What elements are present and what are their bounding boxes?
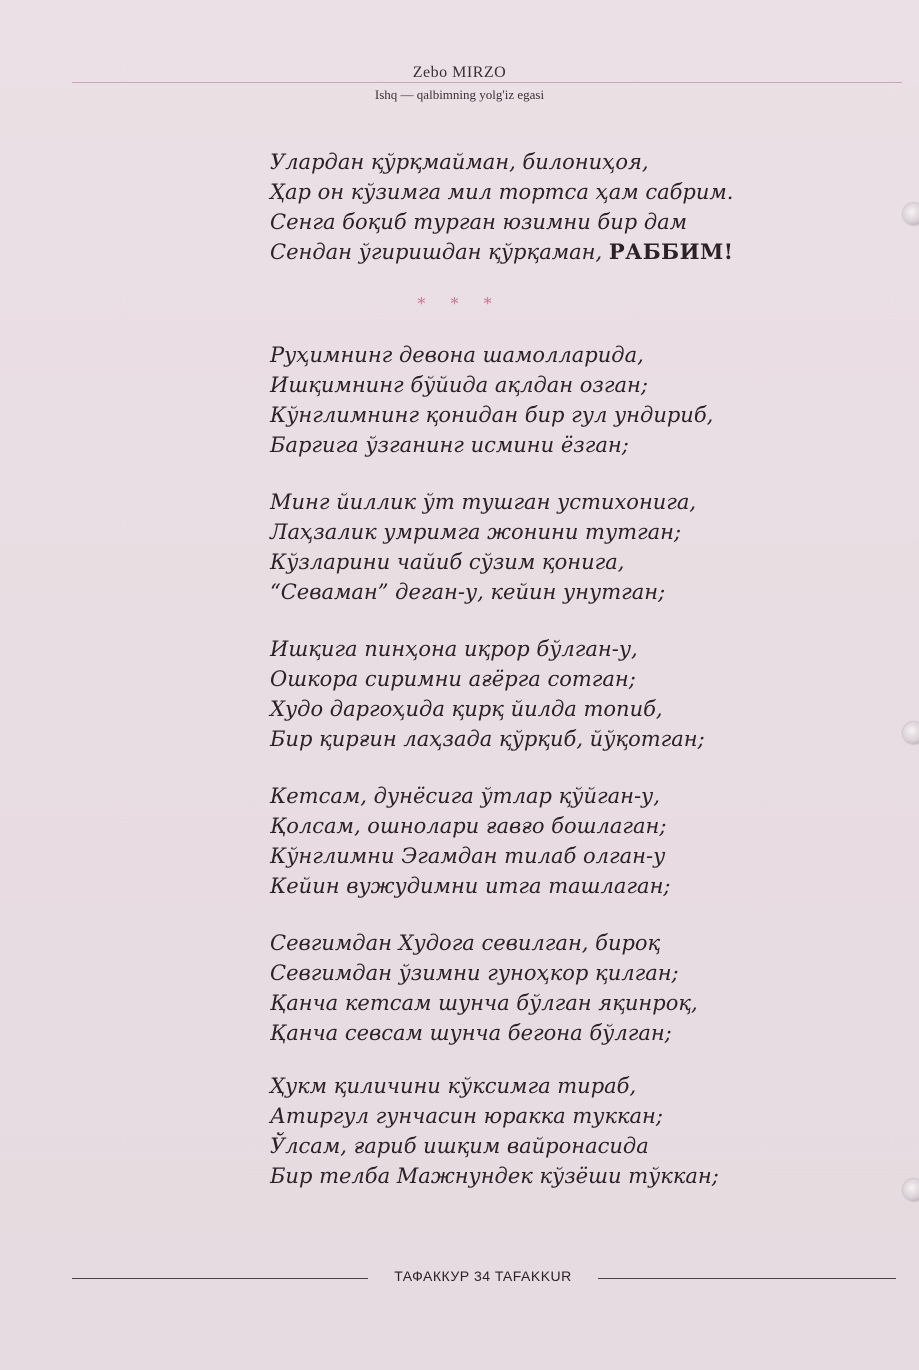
stanza-1 (270, 147, 830, 267)
footer-rule-right (598, 1278, 896, 1279)
poem-line: Кетсам, дунёсига ўтлар қўйган-у, (270, 784, 660, 808)
poem-line: Ҳар он кўзимга мил тортса ҳам сабрим. (270, 180, 734, 204)
binder-hole (903, 203, 919, 225)
poem-line: Худо даргоҳида қирқ йилда топиб, (270, 697, 663, 721)
poem-line: Атиргул гунчасин юракка туккан; (270, 1104, 663, 1128)
poem-line: Кейин вужудимни итга ташлаган; (270, 874, 671, 898)
poem-line: Баргига ўзганинг исмини ёзган; (270, 433, 629, 457)
stanza-6 (270, 928, 830, 1048)
poem-line: Севгимдан Худога севилган, бироқ (270, 931, 661, 955)
poem-line: Ўлсам, ғариб ишқим вайронасида (270, 1134, 649, 1158)
stanza-7 (270, 1071, 830, 1191)
poem-line: Ҳукм қиличини кўксимга тираб, (270, 1074, 637, 1098)
poem-line: Кўнглимни Эгамдан тилаб олган-у (270, 844, 666, 868)
poem-line: Минг йиллик ўт тушган устихонига, (270, 490, 697, 514)
poem-line-emphasis: РАББИМ! (608, 239, 734, 264)
poem-line: Кўзларини чайиб сўзим қонига, (270, 550, 625, 574)
footer-rule-left (72, 1278, 368, 1279)
stanza-2 (270, 340, 830, 460)
header-subtitle: Ishq — qalbimning yolg'iz egasi (374, 87, 545, 102)
poem-line: Қанча севсам шунча бегона бўлган; (270, 1021, 672, 1045)
poem-line: Улардан қўрқмайман, билониҳоя, (270, 150, 649, 174)
stanza-3 (270, 487, 830, 607)
footer-text: ТАФАККУР 34 TAFAKKUR (394, 1268, 572, 1284)
poem-line: Ишқига пинҳона иқрор бўлган-у, (270, 637, 638, 661)
header-author: Zebo MIRZO (412, 64, 507, 81)
header-rule (72, 82, 902, 83)
poem-line: Лаҳзалик умримга жонини тутган; (270, 520, 682, 544)
poem-line: Бир телба Мажнундек кўзёши тўккан; (270, 1164, 719, 1188)
binder-hole (903, 722, 919, 744)
poem-line: “Севаман” деган-у, кейин унутган; (270, 580, 666, 604)
poem-line: Руҳимнинг девона шамолларида, (270, 343, 644, 367)
poem-line-text: Сендан ўгиришдан қўрқаман, (270, 240, 609, 264)
stanza-separator: * * * (417, 294, 502, 313)
poem-line: Сенга боқиб турган юзимни бир дам (270, 210, 688, 234)
poem-line: Кўнглимнинг қонидан бир гул ундириб, (270, 403, 714, 427)
stanza-5 (270, 781, 830, 901)
stanza-4 (270, 634, 830, 754)
poem-line: Севгимдан ўзимни гуноҳкор қилган; (270, 961, 679, 985)
binder-hole (903, 1179, 919, 1201)
poem-line: Қолсам, ошнолари ғавғо бошлаган; (270, 814, 667, 838)
poem-line: Ошкора сиримни ағёрга сотган; (270, 667, 636, 691)
poem-line: Бир қирғин лаҳзада қўрқиб, йўқотган; (270, 727, 705, 751)
poem-line: Қанча кетсам шунча бўлган яқинроқ, (270, 991, 698, 1015)
poem-line: Ишқимнинг бўйида ақлдан озган; (270, 373, 648, 397)
poem-line (270, 237, 830, 267)
